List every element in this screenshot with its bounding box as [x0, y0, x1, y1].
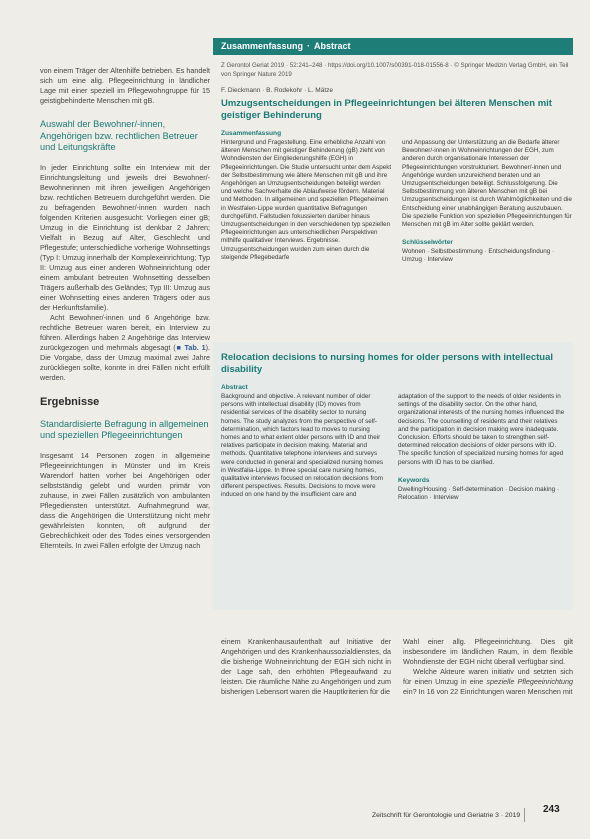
left-paragraph-3	[40, 313, 210, 383]
left-column	[40, 66, 210, 551]
abstract-box	[213, 342, 573, 610]
abstract-columns	[221, 393, 565, 502]
authors: F. Dieckmann · B. Rodekohr · L. Mätze	[221, 87, 333, 94]
citation: Z Gerontol Geriat 2019 · 52:241–248 · https://doi.org/10.1007/s00391-018-01556-8 · © Springer Medizin Verlag GmbH, ein Teil von Springer Nature 2019	[221, 62, 569, 78]
zusammenfassung-columns	[221, 139, 573, 265]
left-paragraph-2: In jeder Einrichtung sollte ein Interview mit der Einrichtungsleitung und jeweils drei Bewohner/-Bewohnerinnen mit ihren jeweiligen Angehörigen bzw. rechtlichen Betreuern durchgeführt werden. Die zu befragenden Bewohner/-innen wurden nach folgenden Kriterien ausgesucht: Vorliegen einer gB; Umzug in die Einrichtung ist denkbar 2 Jahren; Vielfalt in Bezug auf Alter, Geschlecht und Pflegestufe; unterschiedliche vorherige Wohnsettings (Typ I: Umzug innerhalb der Komplexeinrichtung; Typ II: Umzug aus einer anderen Wohneinrichtung oder einem ambulant betreuten Wohnsetting desselben Trägers außerhalb des Geländes; Typ III: Umzug aus einer Wohnsetting eines anderen Trägers oder aus der Herkunftsfamilie).	[40, 162, 210, 312]
body-col-1: einem Krankenhausaufenthalt auf Initiative der Angehörigen und des Krankenhaussozialdienstes, da die bisherige Wohneinrichtung der EGH sich nicht in der Lage sah, den erhöhten Pflegeaufwand zu leisten. Die räumliche Nähe zu Angehörigen und zum bisherigen Lebensort waren die Hauptkriterien für die	[221, 637, 391, 696]
body-col-2	[403, 637, 573, 697]
german-title: Umzugsentscheidungen in Pflegeeinrichtungen bei älteren Menschen mit geistiger Behinderung	[221, 98, 552, 121]
p3-text-b: ). Die Vorgabe, dass der Umzug maximal zwei Jahre zurückliegen sollte, konnte in drei Fällen nicht erfüllt werden.	[40, 342, 211, 382]
table-reference-link[interactable]: ■ Tab. 1	[175, 342, 206, 352]
subheading-standardized-survey: Standardisierte Befragung in allgemeinen und speziellen Pflegeeinrichtungen	[40, 418, 209, 440]
body-col-2-p1: Wahl einer allg. Pflegeeinrichtung. Dies gilt insbesondere im ländlichen Raum, in dem flexible Wohndienste der EGH nicht überall verfügbar sind.	[403, 637, 573, 666]
header-abstract: Abstract	[314, 41, 351, 51]
abstract-right-col	[398, 393, 565, 502]
zusammenfassung-left: Hintergrund und Fragestellung. Eine erhebliche Anzahl von älteren Menschen mit geistiger Behinderung (gB) zieht von Wohndiensten der Eingliederungshilfe (EGH) in Pflegeeinrichtungen. Die Studie untersucht unter dem Aspekt der Selbstbestimmung wie ältere Menschen mit gB und ihre Angehörigen an Umzugsentscheidungen beteiligt werden und welche Sachverhalte die Ablaufweise fördern. Material und Methoden. In allgemeinen und speziellen Pflegeheimen in Westfalen-Lippe wurden quantitative Befragungen durchgeführt. Fallstudien fokussierten darüber hinaus Umzugsentscheidungen in den verschiedenen typ speziellen Pflegeeinrichtungen aus unterschiedlichen Perspektiven mithilfe qualitativer Interviews. Ergebnisse. Umzugsentscheidungen wurden zum einen durch die steigende Pflegebedarfe	[221, 139, 392, 261]
header-separator: ·	[307, 41, 311, 51]
english-title: Relocation decisions to nursing homes for older persons with intellectual disability	[221, 352, 554, 375]
zusammenfassung-label: Zusammenfassung	[221, 130, 282, 137]
table-reference-label: Tab. 1	[184, 342, 206, 352]
abstract-label: Abstract	[221, 384, 248, 391]
schluesselwoerter-text: Wohnen · Selbstbestimmung · Entscheidungsfindung · Umzug · Interview	[402, 248, 555, 264]
footer-divider	[524, 808, 525, 822]
zusammenfassung-right: und Anpassung der Unterstützung an die Bedarfe älterer Bewohner/-innen in Wohneinrichtungen der EGH, zum anderen durch organisationale Interessen der Pflegeeinrichtungen vorstrukturiert. Bewohner/-innen und Angehörige wurden unzureichend beraten und an Umzugsentscheidungen beteiligt. Schlussfolgerung. Die Selbstbestimmung von älteren Menschen mit gB bei Umzugsentscheidungen ist durch Wahlmöglichkeiten und die Entscheidung einer unabhängigen Beratung auszubauen. Die spezielle Funktion von speziellen Pflegeeinrichtungen für Menschen mit gB im Alter sollte geklärt werden.	[402, 139, 572, 229]
header-zusammenfassung: Zusammenfassung	[221, 41, 304, 51]
abstract-right: adaptation of the support to the needs of older residents in settings of the disability sector. On the other hand, organizational interests of the nursing homes influenced the decisions. The counselling of residents and their relatives and the participation in decision making were inadequate. Conclusion. Efforts should be taken to strengthen self-determined relocation decisions of older persons with ID. The specific function of specialized nursing homes for aged persons with ID has to be clarified.	[398, 393, 565, 466]
journal-name: Zeitschrift für Gerontologie und Geriatrie 3 · 2019	[372, 811, 521, 819]
schluesselwoerter-label: Schlüsselwörter	[402, 239, 453, 247]
keywords-label: Keywords	[398, 476, 430, 484]
left-paragraph-4: Insgesamt 14 Personen zogen in allgemeine Pflegeeinrichtungen in Münster und im Kreis Warendorf hatten vorher bei Angehörigen oder selbstständig gelebt und wurden primär von zuhause, in zwei Fällen zusätzlich von ambulanten Pflegediensten unterstützt. Aufnahmegrund war, dass die Angehörigen die Unterstützung nicht mehr gewährleisten konnten, oft aufgrund der Gebrechlichkeit oder des Todes eines versorgenden Elternteils. In zwei Fällen erfolgte der Umzug nach	[40, 450, 210, 550]
abstract-left: Background and objective. A relevant number of older persons with intellectual disability (ID) moves from residential services of the disability sector to nursing homes. The study analyzes from the perspective of self-determination, which factors lead to moves to nursing homes and to what extent older persons with ID and their relatives participate in decision making. Material and methods. Quantitative telephone interviews and surveys were conducted in general and specialized nursing homes in Westfalia-Lippe. In three special care nursing homes, qualitative interviews focused on relocation decisions from different perspectives. Results. Decisions to move were induced on one hand by the insufficient care and	[221, 393, 384, 499]
section-header-bar	[213, 38, 573, 55]
zusammenfassung-right-col	[402, 139, 573, 265]
heading-results: Ergebnisse	[40, 395, 100, 408]
journal-footer	[372, 808, 529, 822]
keywords-text: Dwelling/Housing · Self-determination · Decision making · Relocation · Interview	[398, 485, 559, 502]
body-col-2-p2c: ein? In 16 von 22 Einrichtungen waren Menschen mit	[403, 687, 573, 696]
p3-text-a: Acht Bewohner/-innen und 6 Angehörige bzw. rechtliche Betreuer waren bereit, ein Interview zu führen. Allerdings haben 2 Angehörige das Interview zurückgezogen und mehrmals abgesagt (	[40, 312, 210, 352]
page-number: 243	[543, 804, 560, 815]
body-col-2-p2a: Welche Akteure waren initiativ und setzten sich für einen Umzug in eine	[403, 667, 573, 686]
body-text-bottom	[221, 637, 573, 697]
article-summary-block	[221, 62, 573, 265]
left-paragraph-1: von einem Träger der Altenhilfe betrieben. Es handelt sich um eine alig. Pflegeeinrichtung in ländlicher Lage mit einer speziell im Pflegewohngruppe für 15 geistigbehinderte Menschen mit gB.	[40, 66, 210, 105]
subheading-selection: Auswahl der Bewohner/-innen, Angehörigen bzw. rechtlichen Betreuer und Leitungskräfte	[40, 119, 198, 152]
body-col-2-italic: spezielle Pflegeeinrichtung	[486, 677, 573, 686]
